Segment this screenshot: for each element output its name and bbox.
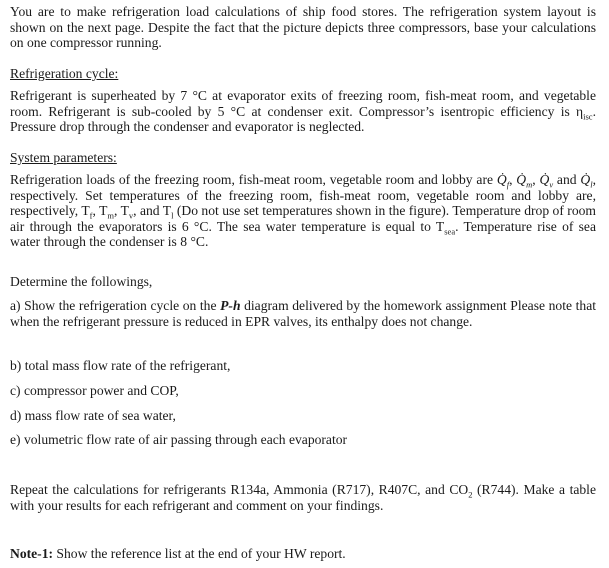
params-text-8: , and T bbox=[133, 203, 172, 219]
q-meat-symbol: Q̇ bbox=[516, 172, 527, 187]
params-text-4: and bbox=[553, 172, 581, 187]
t-meat-sub: m bbox=[107, 210, 115, 221]
system-parameters-heading: System parameters: bbox=[10, 150, 117, 165]
t-freezing-sub: f bbox=[89, 210, 93, 221]
determine-line: Determine the followings, bbox=[10, 274, 153, 289]
item-b: b) total mass flow rate of the refrigerant, bbox=[10, 358, 231, 373]
q-vegetable-symbol: Q̇ bbox=[539, 172, 550, 187]
q-vegetable-sub: v bbox=[549, 179, 554, 190]
item-c: c) compressor power and COP, bbox=[10, 383, 179, 398]
eta-subscript: isc bbox=[583, 111, 593, 122]
params-text-10: . Temperature rise of sea water through the condenser is 8 °C. bbox=[10, 218, 596, 250]
params-text-1: Refrigeration loads of the freezing room, fish-meat room, vegetable room and lobby are bbox=[10, 172, 497, 187]
note-label: Note-1: bbox=[10, 546, 54, 561]
item-a-prefix: a) Show the refrigeration cycle on the bbox=[10, 298, 221, 313]
co2-subscript: 2 bbox=[468, 489, 473, 500]
q-freezing-sub: f bbox=[506, 179, 510, 190]
q-freezing-symbol: Q̇ bbox=[496, 172, 507, 187]
refrigeration-cycle-paragraph bbox=[10, 88, 596, 135]
repeat-text-2: (R744). Make a table with your results for each refrigerant and comment on your findings. bbox=[10, 482, 596, 513]
t-vegetable-sub: v bbox=[128, 210, 134, 221]
params-text-7: , T bbox=[114, 203, 129, 219]
repeat-text-1: Repeat the calculations for refrigerants R134a, Ammonia (R717), R407C, and CO bbox=[10, 482, 469, 497]
system-parameters-paragraph bbox=[10, 172, 596, 250]
params-text-9: (Do not use set temperatures shown in the figure). Temperature drop of room air through the evaporators is 6 °C. The sea water temperature is equal to T bbox=[10, 203, 596, 234]
refrigeration-cycle-heading: Refrigeration cycle: bbox=[10, 66, 119, 81]
t-lobby-sub: l bbox=[171, 210, 174, 221]
q-lobby-symbol: Q̇ bbox=[580, 172, 591, 187]
params-text-2: , bbox=[509, 172, 517, 187]
params-text-3: , bbox=[532, 172, 540, 187]
repeat-paragraph bbox=[10, 482, 596, 513]
item-a-suffix: diagram delivered by the homework assignment Please note that when the refrigerant pressure is reduced in EPR valves, its enthalpy does not change. bbox=[10, 298, 597, 329]
item-a bbox=[10, 298, 596, 329]
params-text-5: , respectively. Set temperatures of the freezing room, fish-meat room, vegetable room and lobby are, respectively, T bbox=[10, 172, 597, 219]
item-d: d) mass flow rate of sea water, bbox=[10, 408, 176, 423]
ph-diagram-label: P-h bbox=[220, 298, 241, 313]
cycle-text-part2: . Pressure drop through the condenser and evaporator is neglected. bbox=[10, 103, 596, 135]
intro-paragraph: You are to make refrigeration load calculations of ship food stores. The refrigeration system layout is shown on the next page. Despite the fact that the picture depicts three compressors, base your calculations on one compressor running. bbox=[10, 4, 596, 51]
note-text: Show the reference list at the end of your HW report. bbox=[53, 546, 346, 561]
note-line bbox=[10, 546, 346, 562]
item-e: e) volumetric flow rate of air passing through each evaporator bbox=[10, 432, 348, 447]
q-meat-sub: m bbox=[526, 179, 533, 190]
cycle-text-part1: Refrigerant is superheated by 7 °C at evaporator exits of freezing room, fish-meat room, and vegetable room. Refrigerant is sub-cooled by 5 °C at condenser exit. Compressor’s isentropic efficiency is η bbox=[10, 88, 596, 119]
t-sea-sub: sea bbox=[444, 226, 456, 237]
params-text-6: , T bbox=[92, 203, 108, 219]
q-lobby-sub: l bbox=[590, 179, 593, 190]
